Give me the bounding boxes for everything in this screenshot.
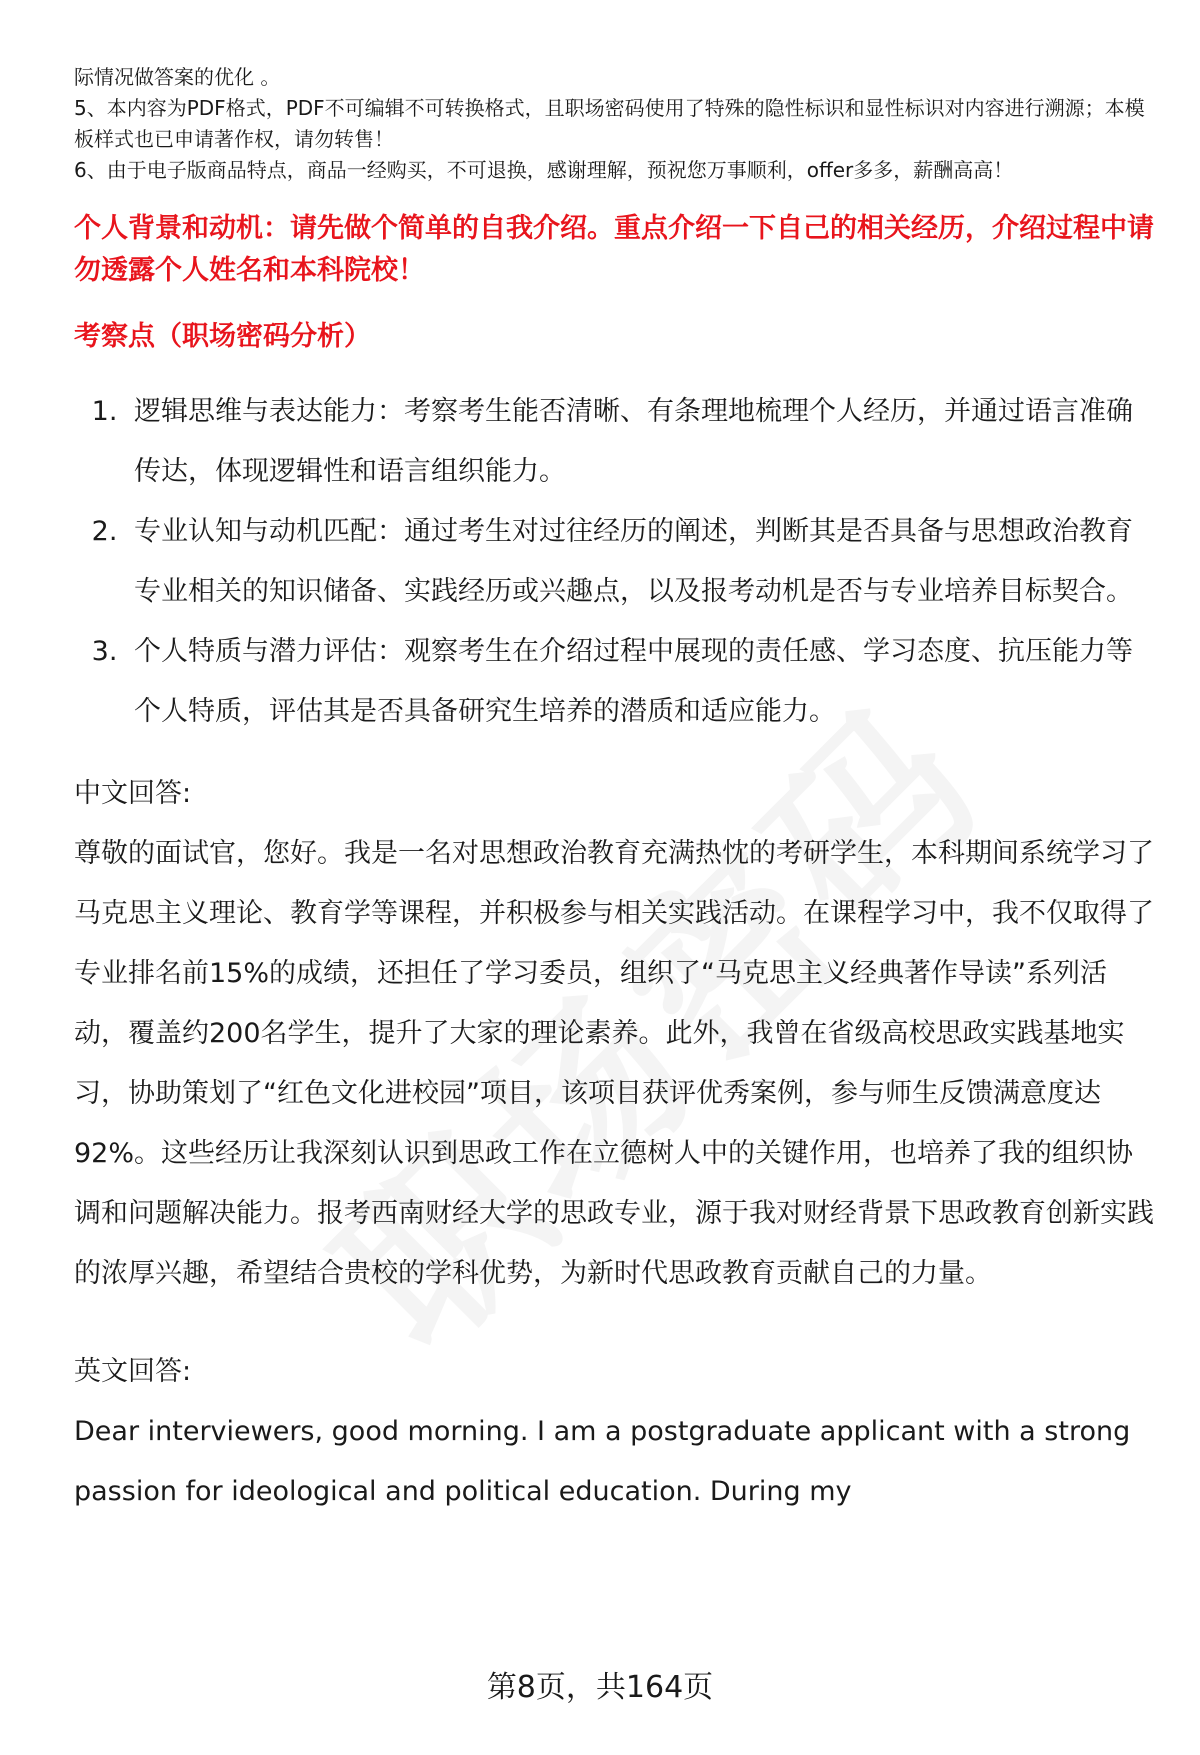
note-line: 际情况做答案的优化 。 [74, 65, 281, 89]
note-line: 5、本内容为PDF格式，PDF不可编辑不可转换格式，且职场密码使用了特殊的隐性标识和显性标识对内容进行溯源；本模板样式也已申请著作权，请勿转售！ [74, 96, 1145, 151]
note-line: 6、由于电子版商品特点，商品一经购买，不可退换，感谢理解，预祝您万事顺利，offer多多，薪酬高高！ [74, 158, 1014, 182]
analysis-point: 2. 专业认知与动机匹配：通过考生对过往经历的阐述，判断其是否具备与思想政治教育专业相关的知识储备、实践经历或兴趣点，以及报考动机是否与专业培养目标契合。 [126, 502, 1154, 622]
page-number-footer: 第8页，共164页 [486, 1670, 714, 1705]
analysis-point: 1. 逻辑思维与表达能力：考察考生能否清晰、有条理地梳理个人经历，并通过语言准确传达，体现逻辑性和语言组织能力。 [126, 382, 1154, 502]
english-answer-label: 英文回答: [74, 1356, 192, 1387]
analysis-title: 考察点（职场密码分析） [74, 321, 371, 352]
document-page [74, 62, 1154, 1522]
question-heading: 个人背景和动机：请先做个简单的自我介绍。重点介绍一下自己的相关经历，介绍过程中请勿透露个人姓名和本科院校！ [74, 213, 1154, 286]
analysis-point: 3. 个人特质与潜力评估：观察考生在介绍过程中展现的责任感、学习态度、抗压能力等个人特质，评估其是否具备研究生培养的潜质和适应能力。 [126, 622, 1154, 742]
notes-block [74, 62, 1154, 186]
english-answer-text: Dear interviewers, good morning. I am a postgraduate applicant with a strong passion for ideological and political education. During my [74, 1416, 1131, 1507]
chinese-answer-text: 尊敬的面试官，您好。我是一名对思想政治教育充满热忱的考研学生，本科期间系统学习了马克思主义理论、教育学等课程，并积极参与相关实践活动。在课程学习中，我不仅取得了专业排名前15%的成绩，还担任了学习委员，组织了“马克思主义经典著作导读”系列活动，覆盖约200名学生，提升了大家的理论素养。此外，我曾在省级高校思政实践基地实习，协助策划了“红色文化进校园”项目，该项目获评优秀案例，参与师生反馈满意度达92%。这些经历让我深刻认识到思政工作在立德树人中的关键作用，也培养了我的组织协调和问题解决能力。报考西南财经大学的思政专业，源于我对财经背景下思政教育创新实践的浓厚兴趣，希望结合贵校的学科优势，为新时代思政教育贡献自己的力量。 [74, 838, 1154, 1289]
analysis-points [74, 382, 1154, 742]
chinese-answer-label: 中文回答: [74, 778, 192, 809]
